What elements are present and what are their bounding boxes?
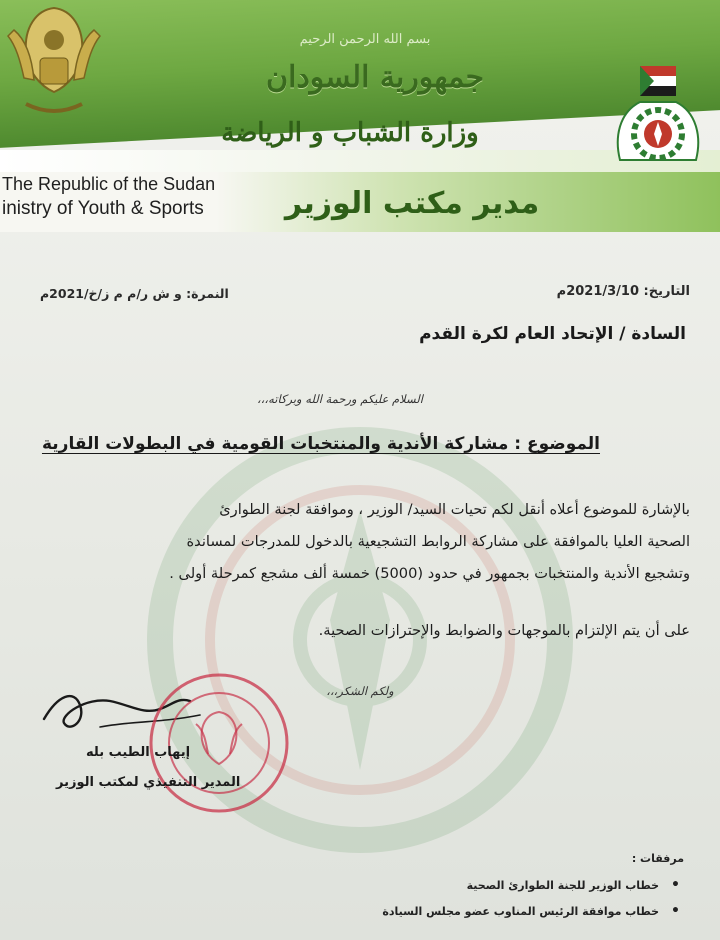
office-title: مدير مكتب الوزير [284, 186, 540, 221]
letter-date: التاريخ: 2021/3/10م [556, 284, 690, 299]
ministry-name-english: inistry of Youth & Sports [2, 198, 204, 219]
body-line: وتشجيع الأندية والمنتخبات بجمهور في حدود (5000) خمسة ألف مشجع كمرحلة أولى . [169, 565, 690, 582]
ministry-name-arabic: وزارة الشباب و الرياضة [221, 118, 479, 148]
signatory-title: المدير التنفيذي لمكتب الوزير [56, 775, 241, 790]
basmala-text: بسم الله الرحمن الرحيم [299, 32, 431, 47]
body-line: بالإشارة للموضوع أعلاه أنقل لكم تحيات السيد/ الوزير ، وموافقة لجنة الطوارئ [219, 501, 690, 518]
attachments-list [382, 872, 680, 924]
greeting-line: السلام عليكم ورحمة الله وبركاته،،، [257, 392, 423, 406]
signatory-name: إيهاب الطيب بله [86, 745, 191, 760]
closing-line: ولكم الشكر،،، [326, 684, 394, 698]
letterhead [0, 0, 720, 232]
republic-name-arabic: جمهورية السودان [265, 60, 485, 95]
subject-text: الموضوع : مشاركة الأندية والمنتخبات القومية في البطولات القارية [41, 434, 600, 454]
reference-number: النمرة: و ش ر/م م ز/خ/2021م [40, 286, 229, 301]
subject-line [41, 434, 600, 454]
attachment-item: • خطاب موافقة الرئيس المناوب عضو مجلس السيادة [382, 898, 680, 924]
body-paragraph [30, 494, 690, 590]
recipient-line: السادة / الإتحاد العام لكرة القدم [419, 324, 686, 344]
ministry-logo-icon [610, 64, 706, 176]
sudan-emblem-icon [6, 0, 102, 120]
attachment-item: • خطاب الوزير للجنة الطوارئ الصحية [382, 872, 680, 898]
body-line: الصحية العليا بالموافقة على مشاركة الروابط التشجيعية بالدخول للمدرجات لمساندة [186, 533, 690, 550]
body-paragraph-second: على أن يتم الإلتزام بالموجهات والضوابط والإحترازات الصحية. [318, 622, 690, 639]
official-stamp-icon [146, 670, 292, 816]
republic-name-english: The Republic of the Sudan [2, 174, 216, 194]
attachments-label: مرفقات : [631, 852, 684, 865]
